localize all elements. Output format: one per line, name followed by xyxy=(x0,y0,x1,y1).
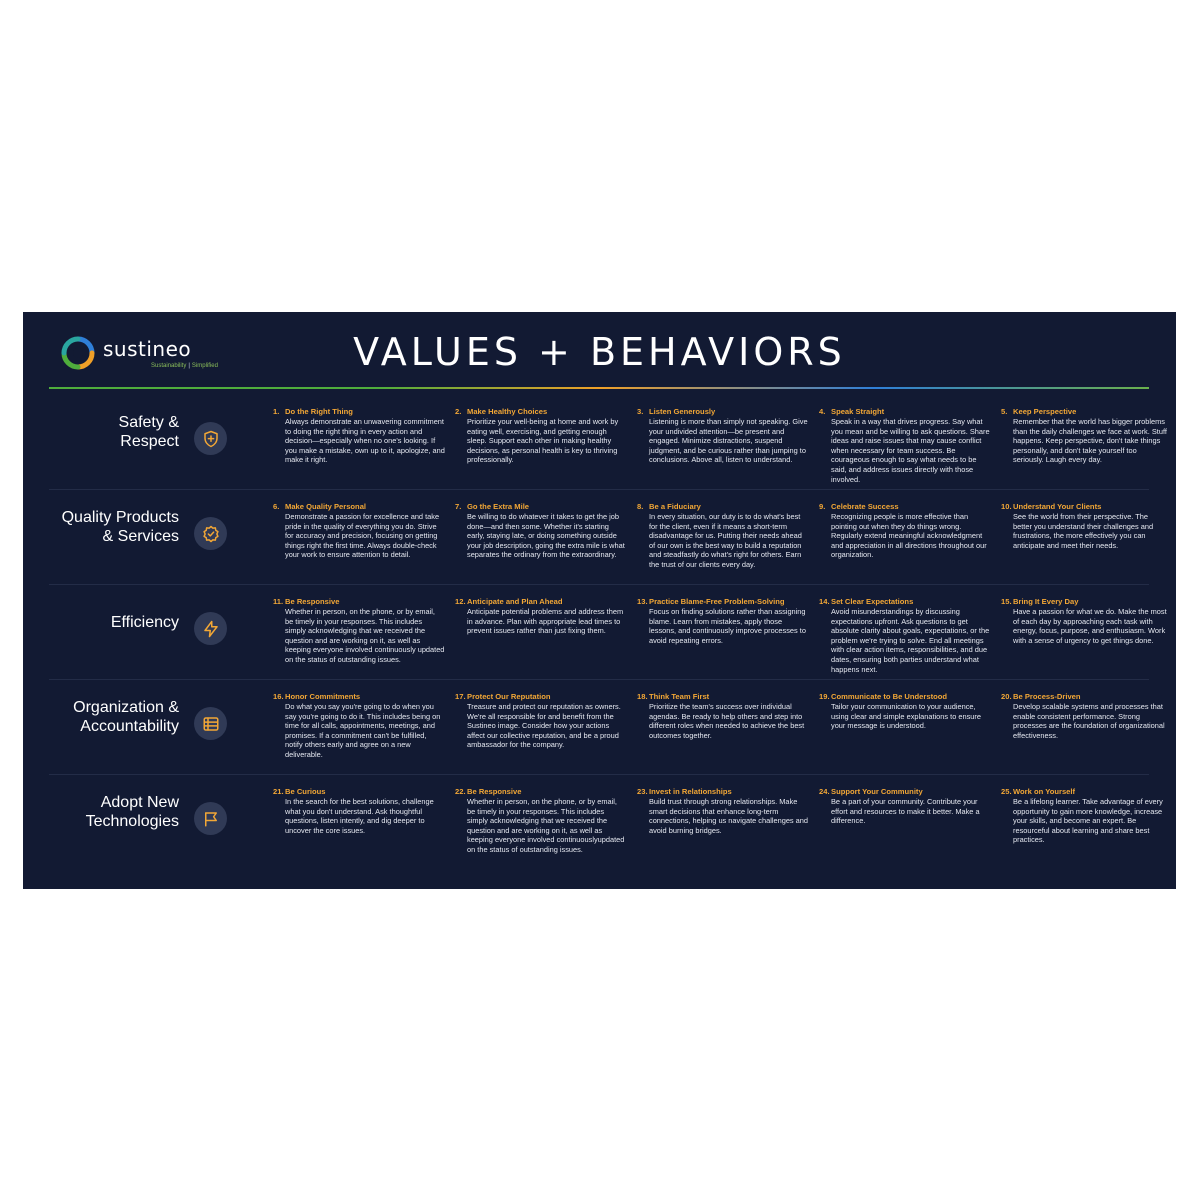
item-description: Do what you say you're going to do when you say you're going to do it. This includes being on time for all calls, appointments, meetings, and promises. If a commitment can't be fulfilled, notify others early and agree on a new deliverable. xyxy=(285,702,441,759)
category-label xyxy=(29,508,179,546)
values-banner xyxy=(23,312,1176,889)
item-title: Be a Fiduciary xyxy=(649,502,701,511)
item-description: Be a part of your community. Contribute your effort and resources to make it better. Make a difference. xyxy=(831,797,980,826)
item-description: Have a passion for what we do. Make the most of each day by approaching each task with energy, focus, purpose, and enthusiasm. Work with a sense of urgency to get things done. xyxy=(1013,607,1167,645)
item-title: Make Quality Personal xyxy=(285,502,367,511)
item-number: 14. xyxy=(819,597,830,606)
item-title: Protect Our Reputation xyxy=(467,692,551,701)
item-description: Be willing to do whatever it takes to get the job done—and then some. Whether it's starting early, staying late, or doing something outside your job description, going the extra mile is what separates the ordinary from the extraordinary. xyxy=(467,512,625,560)
item-number: 6. xyxy=(273,502,280,511)
item-description: Whether in person, on the phone, or by email, be timely in your responses. This includes simply acknowledging that we received the question and are working on it, as well as keeping everyone involved continuouslyupdated on the status of outstanding issues. xyxy=(467,797,625,854)
item-description: Anticipate potential problems and address them in advance. Plan with appropriate lead times to prevent issues rather than just fixing them. xyxy=(467,607,624,636)
value-item xyxy=(1001,407,1167,465)
category-label xyxy=(29,698,179,736)
item-number: 22. xyxy=(455,787,466,796)
category-label xyxy=(29,613,179,632)
item-title: Listen Generously xyxy=(649,407,716,416)
item-description: Speak in a way that drives progress. Say what you mean and be willing to ask questions. Share ideas and raise issues that may cause conflict when necessary for team success. Be courageous enough to say what needs to be said, and address issues directly with those involved. xyxy=(831,417,990,484)
value-item xyxy=(819,597,991,674)
item-number: 25. xyxy=(1001,787,1012,796)
item-title: Think Team First xyxy=(649,692,710,701)
item-number: 21. xyxy=(273,787,284,796)
value-item xyxy=(455,787,627,855)
item-title: Be Responsive xyxy=(467,787,522,796)
value-item xyxy=(819,502,991,560)
category-label-line1: Safety & xyxy=(118,414,179,431)
value-item xyxy=(273,597,445,665)
category-label xyxy=(29,413,179,451)
value-row-efficiency xyxy=(49,585,1167,680)
value-item xyxy=(637,597,809,645)
item-description: Whether in person, on the phone, or by email, be timely in your responses. This includes simply acknowledging that we received the question and are working on it, as well as keeping everyone involved continuously updated on the status of outstanding issues. xyxy=(285,607,445,664)
item-description: Recognizing people is more effective than pointing out when they do things wrong. Regularly extend meaningful acknowledgment and appreciation in all directions throughout our organization. xyxy=(831,512,987,560)
item-number: 1. xyxy=(273,407,280,416)
category-label-line2: Technologies xyxy=(85,813,179,830)
item-number: 5. xyxy=(1001,407,1008,416)
item-description: In every situation, our duty is to do what's best for the client, even if it means a short-term disadvantage for us. Putting their needs ahead of our own is the best way to build a reputation and steadfastly do what's right for others. Earn the trust of our clients every day. xyxy=(649,512,802,569)
category-label-line1: Adopt New xyxy=(100,794,179,811)
item-description: See the world from their perspective. The better you understand their challenges and frustrations, the more effectively you can anticipate and meet their needs. xyxy=(1013,512,1154,550)
item-description: Prioritize your well-being at home and work by eating well, exercising, and getting enough sleep. Support each other in making healthy decisions, as personal health is key to thriving professionally. xyxy=(467,417,619,465)
item-description: In the search for the best solutions, challenge what you don't understand. Ask thoughtful questions, listen intently, and dig deeper to uncover the core issues. xyxy=(285,797,434,835)
item-title: Bring It Every Day xyxy=(1013,597,1079,606)
tagline-left: Sustainability xyxy=(151,363,187,369)
item-description: Demonstrate a passion for excellence and take pride in the quality of everything you do. Strive for accuracy and precision, focusing on getting things right the first time. Always double-check your work to ensure attention to detail. xyxy=(285,512,440,560)
category-label-line2: Respect xyxy=(120,433,179,450)
value-item xyxy=(1001,597,1167,645)
value-item xyxy=(819,692,991,731)
item-number: 3. xyxy=(637,407,644,416)
shield-plus-icon xyxy=(194,422,227,455)
item-description: Develop scalable systems and processes that enable consistent performance. Strong processes are the foundation of organizational effectiveness. xyxy=(1013,702,1165,740)
item-description: Avoid misunderstandings by discussing expectations upfront. Ask questions to get absolute clarity about goals, expectations, or the problem we're trying to solve. End all meetings with clear action items, responsibilities, and due dates, ensuring both parties understand what happens next. xyxy=(831,607,990,674)
category-label-line2: & Services xyxy=(102,528,179,545)
item-title: Work on Yourself xyxy=(1013,787,1076,796)
category-label xyxy=(29,793,179,831)
item-number: 23. xyxy=(637,787,648,796)
value-item xyxy=(637,407,809,465)
value-item xyxy=(819,787,991,826)
flag-icon xyxy=(194,802,227,835)
item-title: Speak Straight xyxy=(831,407,885,416)
item-number: 19. xyxy=(819,692,830,701)
item-number: 12. xyxy=(455,597,466,606)
item-number: 17. xyxy=(455,692,466,701)
item-description: Focus on finding solutions rather than assigning blame. Learn from mistakes, apply those lessons, and continuously improve processes to avoid repeating errors. xyxy=(649,607,806,645)
item-title: Be Curious xyxy=(285,787,326,796)
item-description: Remember that the world has bigger problems than the daily challenges we face at work. Stuff happens. Keep perspective, don't take things personally, and don't take yourself too seriously. Laugh every day. xyxy=(1013,417,1167,465)
tagline-right: Simplified xyxy=(191,363,218,369)
item-number: 9. xyxy=(819,502,826,511)
value-row-organization xyxy=(49,680,1165,775)
value-item xyxy=(273,692,445,760)
value-item xyxy=(455,597,627,636)
category-label-line2: Accountability xyxy=(80,718,179,735)
item-description: Prioritize the team's success over individual agendas. Be ready to help others and step into different roles when needed to achieve the best outcomes together. xyxy=(649,702,805,740)
gradient-divider xyxy=(49,387,1149,389)
item-title: Invest in Relationships xyxy=(649,787,732,796)
item-description: Always demonstrate an unwavering commitment to doing the right thing in every action and decision—especially when no one's looking. If you make a mistake, own up to it, apologize, and make it right. xyxy=(285,417,445,465)
value-item xyxy=(455,692,627,750)
value-row-technology xyxy=(49,775,1163,870)
value-item xyxy=(637,502,809,570)
value-item xyxy=(1001,502,1167,550)
item-description: Listening is more than simply not speaking. Give your undivided attention—be present and engaged. Minimize distractions, suspend judgment, and be curious rather than jumping to conclusions. Above all, listen to understand. xyxy=(649,417,808,465)
value-item xyxy=(273,787,445,835)
item-title: Celebrate Success xyxy=(831,502,899,511)
value-rows xyxy=(49,395,1167,870)
value-item xyxy=(1001,692,1167,740)
item-number: 15. xyxy=(1001,597,1012,606)
item-title: Honor Commitments xyxy=(285,692,361,701)
value-item xyxy=(1001,787,1167,845)
item-title: Communicate to Be Understood xyxy=(831,692,948,701)
item-description: Tailor your communication to your audience, using clear and simple explanations to ensure your message is understood. xyxy=(831,702,981,731)
item-title: Keep Perspective xyxy=(1013,407,1077,416)
value-row-safety-respect xyxy=(49,395,1167,490)
value-item xyxy=(637,692,809,740)
page-title: VALUES + BEHAVIORS xyxy=(353,330,846,374)
item-title: Set Clear Expectations xyxy=(831,597,914,606)
value-item xyxy=(273,502,445,560)
value-item xyxy=(455,502,627,560)
item-number: 16. xyxy=(273,692,284,701)
item-number: 24. xyxy=(819,787,830,796)
item-number: 2. xyxy=(455,407,462,416)
item-title: Be Responsive xyxy=(285,597,340,606)
badge-check-icon xyxy=(194,517,227,550)
value-item xyxy=(819,407,991,484)
item-description: Be a lifelong learner. Take advantage of every opportunity to gain more knowledge, increase your skills, and become an expert. Be resourceful about learning and share best practices. xyxy=(1013,797,1163,845)
item-number: 8. xyxy=(637,502,644,511)
item-title: Do the Right Thing xyxy=(285,407,353,416)
item-title: Make Healthy Choices xyxy=(467,407,548,416)
item-title: Anticipate and Plan Ahead xyxy=(467,597,563,606)
lightning-bolt-icon xyxy=(194,612,227,645)
item-title: Understand Your Clients xyxy=(1013,502,1102,511)
item-number: 13. xyxy=(637,597,648,606)
item-number: 11. xyxy=(273,597,284,606)
item-number: 4. xyxy=(819,407,826,416)
brand-name: sustineo xyxy=(103,337,192,361)
checklist-icon xyxy=(194,707,227,740)
category-label-line1: Organization & xyxy=(73,699,179,716)
item-number: 18. xyxy=(637,692,648,701)
value-item xyxy=(455,407,627,465)
item-title: Be Process-Driven xyxy=(1013,692,1081,701)
tagline-separator: | xyxy=(188,363,190,369)
item-number: 20. xyxy=(1001,692,1012,701)
item-number: 10. xyxy=(1001,502,1012,511)
value-item xyxy=(637,787,809,835)
item-title: Practice Blame-Free Problem-Solving xyxy=(649,597,785,606)
item-description: Treasure and protect our reputation as owners. We're all responsible for and benefit from the Sustineo image. Consider how your actions affect our collective reputation, and be a proud ambassador for the company. xyxy=(467,702,621,750)
item-description: Build trust through strong relationships. Make smart decisions that enhance long-term connections, helping us navigate challenges and avoid burning bridges. xyxy=(649,797,809,835)
category-label-line1: Quality Products xyxy=(61,509,179,526)
value-row-quality xyxy=(49,490,1154,585)
value-item xyxy=(273,407,445,465)
item-title: Go the Extra Mile xyxy=(467,502,530,511)
item-number: 7. xyxy=(455,502,462,511)
item-title: Support Your Community xyxy=(831,787,923,796)
category-label-line1: Efficiency xyxy=(110,614,179,631)
